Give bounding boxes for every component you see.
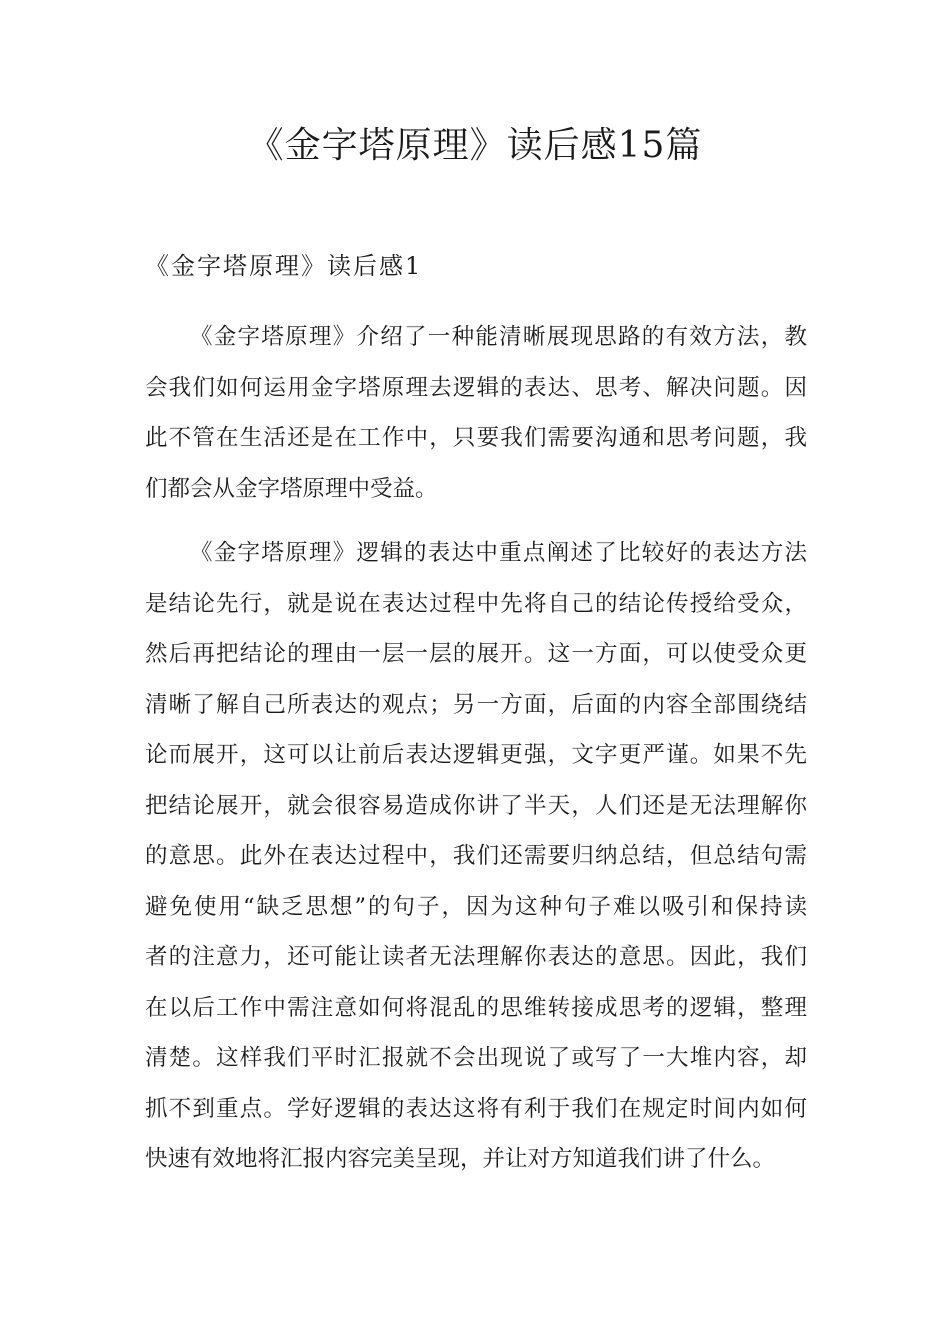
paragraph-line: 是结论先行，就是说在表达过程中先将自己的结论传授给受众， [145, 590, 807, 617]
paragraph-line: 《金字塔原理》介绍了一种能清晰展现思路的有效方法，教 [190, 324, 807, 350]
paragraph-line: 者的注意力，还可能让读者无法理解你表达的意思。因此，我们 [145, 944, 807, 970]
paragraph-line: 避免使用“缺乏思想”的句子，因为这种句子难以吸引和保持读 [145, 893, 807, 920]
paragraph-line: 把结论展开，就会很容易造成你讲了半天，人们还是无法理解你 [145, 792, 807, 819]
paragraph-line: 在以后工作中需注意如何将混乱的思维转接成思考的逻辑，整理 [145, 994, 807, 1021]
paragraph-line: 会我们如何运用金字塔原理去逻辑的表达、思考、解决问题。因 [145, 374, 807, 401]
paragraph-line: 抓不到重点。学好逻辑的表达这将有利于我们在规定时间内如何 [145, 1095, 807, 1122]
paragraph-1 [145, 312, 807, 514]
paragraph-line: 《金字塔原理》逻辑的表达中重点阐述了比较好的表达方法 [190, 540, 807, 566]
paragraph-line: 清晰了解自己所表达的观点；另一方面，后面的内容全部围绕结 [145, 691, 807, 718]
paragraph-line: 然后再把结论的理由一层一层的展开。这一方面，可以使受众更 [145, 641, 807, 667]
paragraph-2 [145, 528, 807, 1185]
paragraph-line: 此不管在生活还是在工作中，只要我们需要沟通和思考问题，我 [145, 425, 807, 451]
document-title: 《金字塔原理》读后感15篇 [247, 125, 703, 166]
paragraph-line: 论而展开，这可以让前后表达逻辑更强，文字更严谨。如果不先 [145, 742, 807, 768]
paragraph-line: 清楚。这样我们平时汇报就不会出现说了或写了一大堆内容，却 [145, 1045, 807, 1071]
paragraph-line: 快速有效地将汇报内容完美呈现，并让对方知道我们讲了什么。 [145, 1146, 776, 1172]
section-heading: 《金字塔原理》读后感1 [145, 252, 423, 280]
paragraph-line: 的意思。此外在表达过程中，我们还需要归纳总结，但总结句需 [145, 843, 807, 869]
paragraph-line: 们都会从金字塔原理中受益。 [145, 475, 438, 502]
